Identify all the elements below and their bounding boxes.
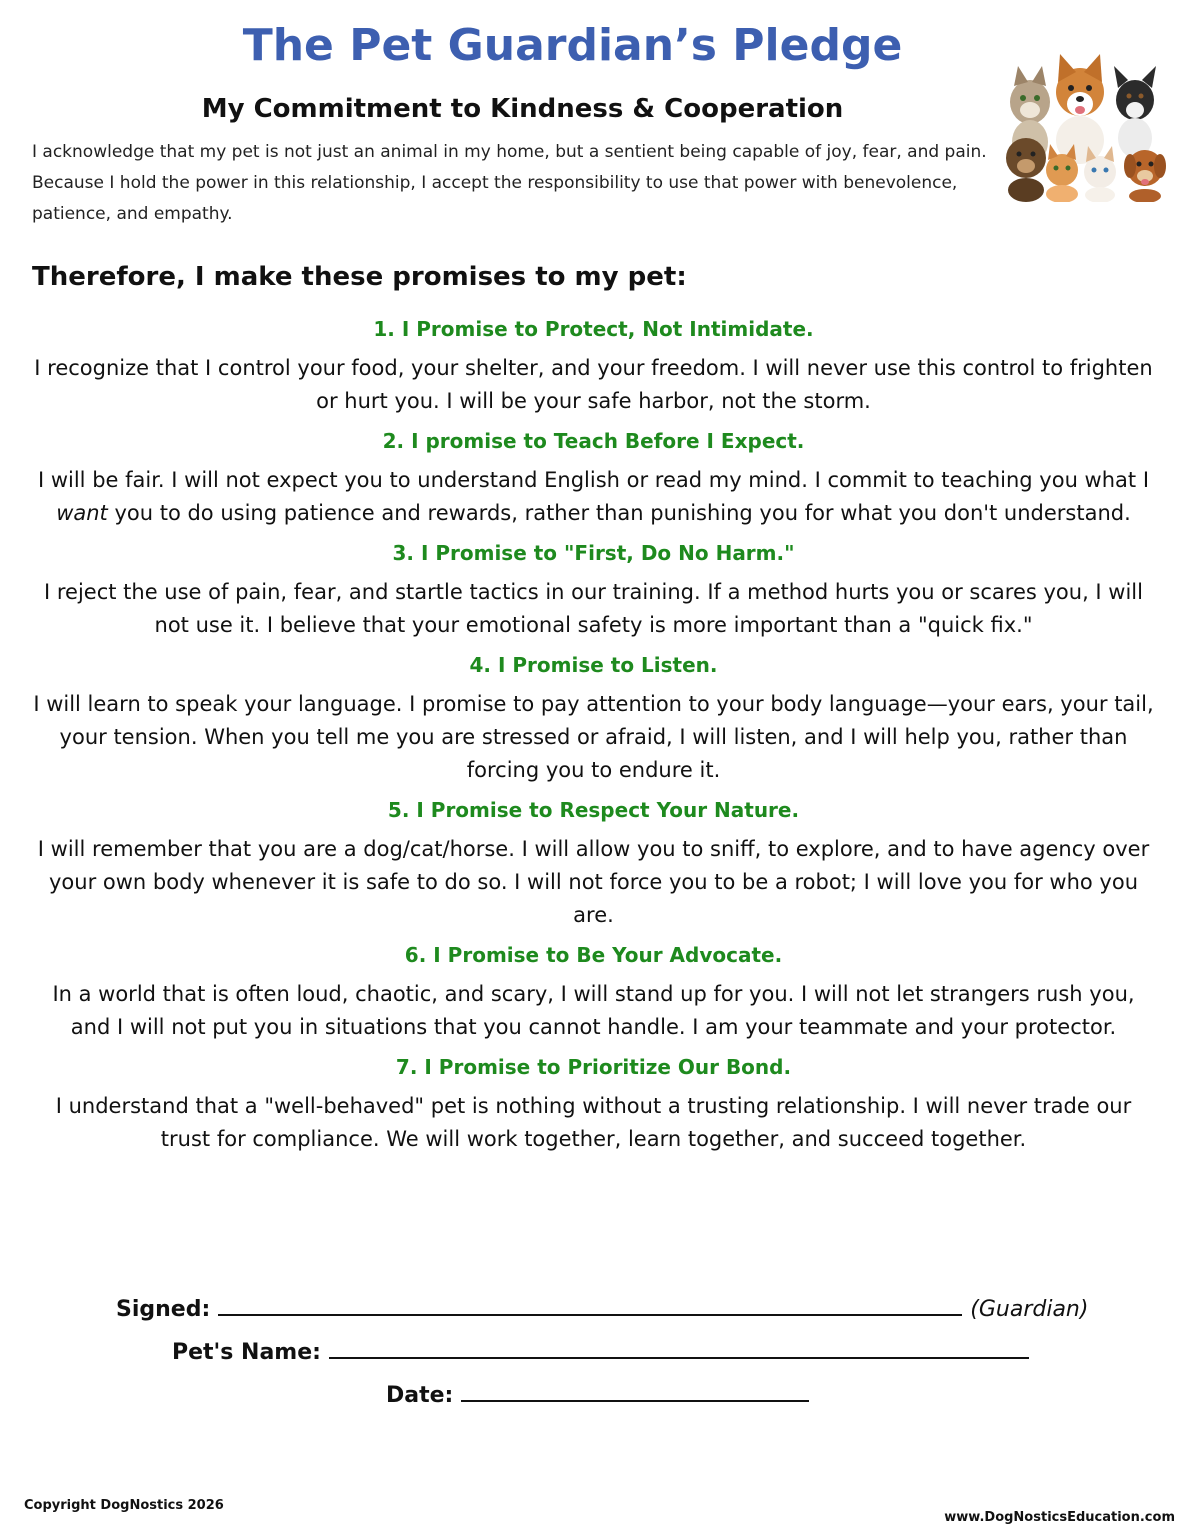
promise-item [30, 428, 1157, 530]
intro-paragraph: I acknowledge that my pet is not just an animal in my home, but a sentient being capable of joy, fear, and pain. Because I hold the power in this relationship, I accept the responsibility to use that power with benevolence, patience, and empathy. [32, 142, 987, 224]
promise-body: In a world that is often loud, chaotic, and scary, I will stand up for you. I will not let strangers rush you, and I will not put you in situations that you cannot handle. I am your teammate and your protector. [52, 982, 1135, 1039]
promise-body: I reject the use of pain, fear, and startle tactics in our training. If a method hurts you or scares you, I will not use it. I believe that your emotional safety is more important than a "quick fix." [44, 580, 1143, 637]
signed-line[interactable] [218, 1292, 962, 1316]
date-label: Date: [386, 1383, 454, 1408]
promise-title: 4. I Promise to Listen. [469, 653, 718, 677]
promise-title: 2. I promise to Teach Before I Expect. [382, 429, 805, 453]
promise-title: 6. I Promise to Be Your Advocate. [404, 943, 783, 967]
promise-title: 1. I Promise to Protect, Not Intimidate. [373, 317, 814, 341]
date-line[interactable] [461, 1378, 809, 1402]
promise-item [30, 1054, 1157, 1156]
signed-label: Signed: [116, 1297, 211, 1322]
promise-body: I understand that a "well-behaved" pet is nothing without a trusting relationship. I will never trade our trust for compliance. We will work together, learn together, and succeed together. [55, 1094, 1132, 1151]
guardian-note: (Guardian) [970, 1297, 1089, 1322]
promise-title: 5. I Promise to Respect Your Nature. [387, 798, 800, 822]
promise-item [30, 540, 1157, 642]
pet-name-line[interactable] [329, 1335, 1029, 1359]
pets-group-image [1000, 52, 1170, 202]
page-title: The Pet Guardian’s Pledge [242, 20, 903, 71]
promise-title: 7. I Promise to Prioritize Our Bond. [395, 1055, 792, 1079]
dog-icon [1124, 150, 1166, 202]
dog-icon [1114, 66, 1156, 158]
copyright-text: Copyright DogNostics 2026 [24, 1498, 224, 1513]
promise-body-text: you to do using patience and rewards, rather than punishing you for what you don't understand. [107, 501, 1131, 525]
promise-body [30, 464, 1157, 530]
promise-list [30, 316, 1157, 1166]
promise-item [30, 797, 1157, 932]
promise-item [30, 652, 1157, 787]
cat-icon [1084, 146, 1116, 202]
signed-row [116, 1292, 1088, 1322]
page-subtitle: My Commitment to Kindness & Cooperation [201, 94, 844, 124]
dog-icon [1006, 138, 1046, 202]
promise-item [30, 942, 1157, 1044]
promise-title: 3. I Promise to "First, Do No Harm." [392, 541, 795, 565]
date-row [386, 1378, 809, 1408]
promise-item [30, 316, 1157, 418]
promise-body: I will remember that you are a dog/cat/horse. I will allow you to sniff, to explore, and to have agency over your own body whenever it is safe to do so. I will not force you to be a robot; I will love you for who you are. [37, 837, 1150, 927]
dog-icon [1056, 54, 1104, 164]
promise-body-emphasis: want [56, 501, 108, 525]
promise-body: I recognize that I control your food, your shelter, and your freedom. I will never use this control to frighten or hurt you. I will be your safe harbor, not the storm. [34, 356, 1153, 413]
pet-name-row [172, 1335, 1029, 1365]
promise-body: I will learn to speak your language. I promise to pay attention to your body language—your ears, your tail, your tension. When you tell me you are stressed or afraid, I will listen, and I will help you, rather than forcing you to endure it. [33, 692, 1154, 782]
promises-heading: Therefore, I make these promises to my pet: [32, 262, 687, 292]
promise-body-text: I will be fair. I will not expect you to understand English or read my mind. I commit to teaching you what I [37, 468, 1150, 492]
website-link[interactable]: www.DogNosticsEducation.com [944, 1510, 1175, 1525]
pet-name-label: Pet's Name: [172, 1340, 321, 1365]
